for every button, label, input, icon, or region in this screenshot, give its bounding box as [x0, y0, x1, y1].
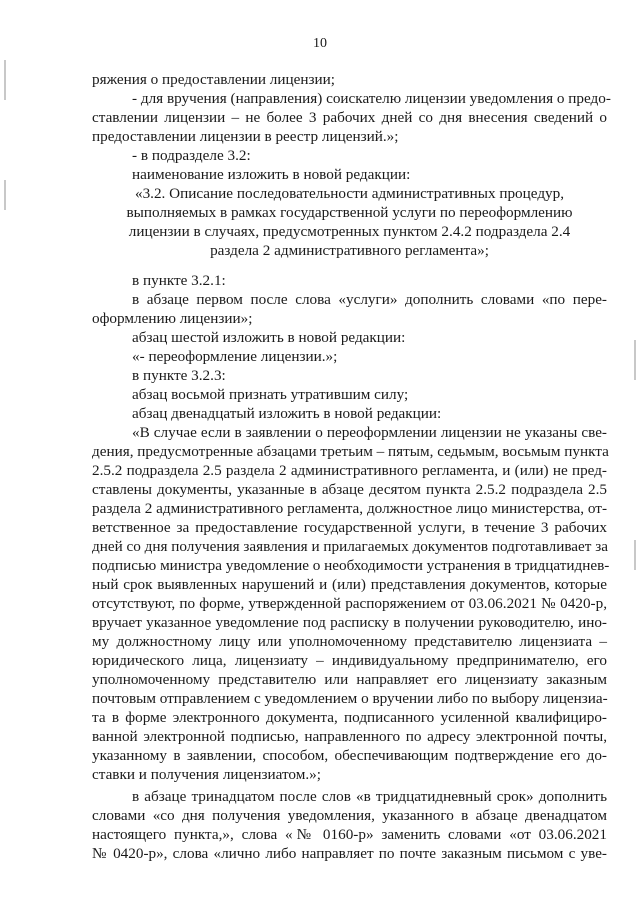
text-line: в пункте 3.2.1:: [132, 272, 226, 289]
heading-line: раздела 2 административного регламента»;: [210, 242, 489, 259]
text-line: «В случае если в заявлении о переоформлении лицензии не указаны све-: [132, 424, 607, 441]
text-line: ряжения о предоставлении лицензии;: [92, 71, 335, 88]
scan-artifact: [4, 180, 6, 210]
text-line: абзац восьмой признать утратившим силу;: [132, 386, 409, 403]
text-line: почтовым отправлением с уведомлением о вручении либо по выбору лицензиа-: [92, 690, 608, 707]
text-line: та в форме электронного документа, подписанного усиленной квалифициро-: [92, 709, 607, 726]
text-line: настоящего пункта,», слова «№ 0160-р» заменить словами «от 03.06.2021: [92, 826, 607, 843]
text-line: дней со дня получения заявления и прилагаемых документов подготавливает за: [92, 538, 608, 555]
text-line: в пункте 3.2.3:: [132, 367, 226, 384]
text-line: подписью министра уведомление о необходимости устранения в тридцатиднев-: [92, 557, 610, 574]
text-line: указанному в заявлении, способом, обеспечивающим подтверждение его до-: [92, 747, 607, 764]
text-line: вручает указанное уведомление под расписку в получении руководителю, ино-: [92, 614, 607, 631]
text-line: юридического лица, лицензиату – индивидуальному предпринимателю, его: [92, 652, 607, 669]
text-line: абзац шестой изложить в новой редакции:: [132, 329, 406, 346]
text-line: предоставлении лицензии в реестр лицензий.»;: [92, 128, 399, 145]
text-line: му должностному лицу или уполномоченному представителю лицензиата –: [92, 633, 607, 650]
text-line: ставлены документы, указанные в абзаце десятом пункта 2.5.2 подраздела 2.5: [92, 481, 607, 498]
text-line: - в подразделе 3.2:: [132, 147, 251, 164]
text-line: наименование изложить в новой редакции:: [132, 166, 411, 183]
text-line: в абзаце первом после слова «услуги» дополнить словами «по пере-: [132, 291, 607, 308]
text-line: абзац двенадцатый изложить в новой редакции:: [132, 405, 442, 422]
text-line: «- переоформление лицензии.»;: [132, 348, 338, 365]
text-line: ный срок выявленных нарушений и (или) представления документов, которые: [92, 576, 607, 593]
text-line: отсутствуют, по форме, утвержденной распоряжением от 03.06.2021 № 0420-р,: [92, 595, 607, 612]
text-line: дения, предусмотренные абзацами третьим – пятым, седьмым, восьмым пункта: [92, 443, 609, 460]
heading-line: выполняемых в рамках государственной услуги по переоформлению: [126, 204, 573, 221]
text-line: раздела 2 административного регламента, должностное лицо министерства, от-: [92, 500, 607, 517]
text-line: словами «со дня получения уведомления, указанного в абзаце двенадцатом: [92, 807, 607, 824]
text-line: оформлению лицензии»;: [92, 310, 253, 327]
heading-line: лицензии в случаях, предусмотренных пунктом 2.4.2 подраздела 2.4: [128, 223, 571, 240]
text-line: 2.5.2 подраздела 2.5 раздела 2 административного регламента, и (или) не пред-: [92, 462, 607, 479]
scan-artifact: [4, 60, 6, 100]
heading-line: «3.2. Описание последовательности административных процедур,: [134, 185, 565, 202]
page-number: 10: [313, 36, 327, 51]
text-line: ставки и получения лицензиатом.»;: [92, 766, 321, 783]
text-line: - для вручения (направления) соискателю лицензии уведомления о предо-: [132, 90, 611, 107]
text-line: уполномоченному представителю или направляет его лицензиату заказным: [92, 671, 607, 688]
scan-artifact: [634, 340, 636, 380]
scan-artifact: [634, 540, 636, 570]
text-line: № 0420-р», слова «лично либо направляет по почте заказным письмом с уве-: [92, 845, 607, 862]
text-line: ветственное за предоставление государственной услуги, в течение 3 рабочих: [92, 519, 607, 536]
text-line: ванной электронной подписью, направленного по адресу электронной почты,: [92, 728, 607, 745]
text-line: ставлении лицензии – не более 3 рабочих дней со дня внесения сведений о: [92, 109, 607, 126]
text-line: в абзаце тринадцатом после слов «в тридцатидневный срок» дополнить: [132, 788, 607, 805]
